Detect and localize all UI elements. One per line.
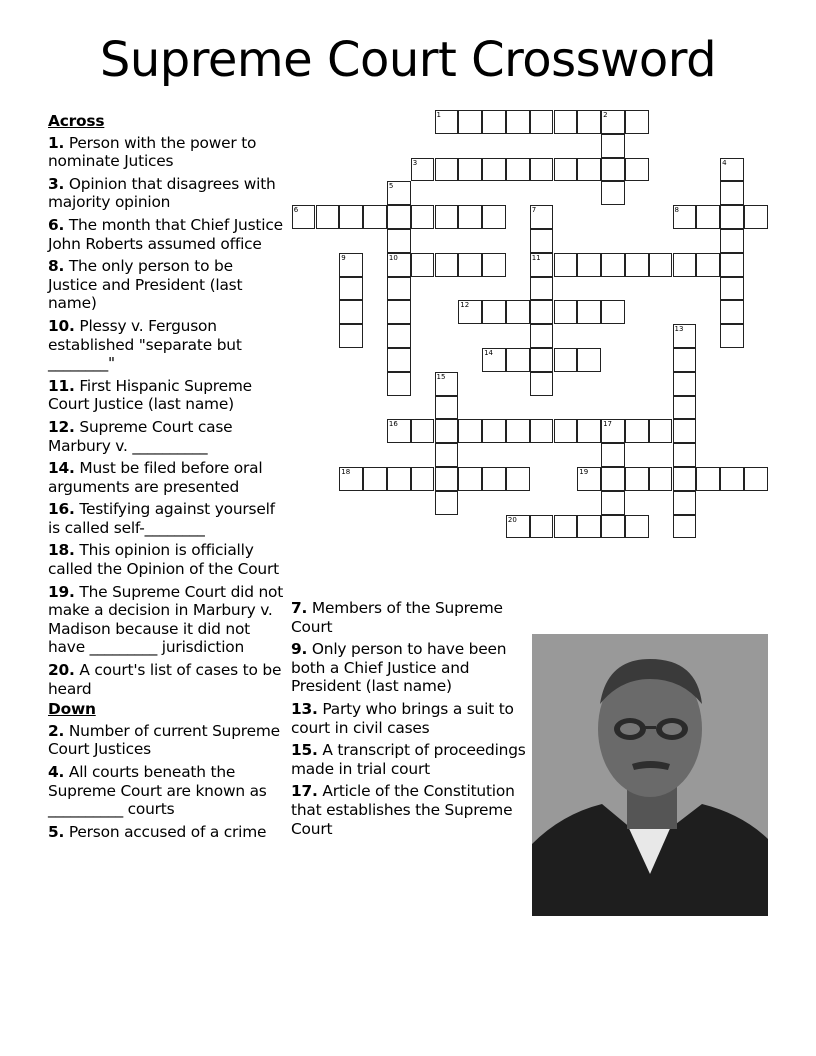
grid-cell[interactable] bbox=[482, 467, 506, 491]
grid-cell[interactable] bbox=[316, 205, 340, 229]
grid-cell[interactable] bbox=[411, 253, 435, 277]
grid-cell[interactable] bbox=[387, 277, 411, 301]
grid-cell[interactable] bbox=[506, 110, 530, 134]
grid-cell[interactable] bbox=[720, 467, 744, 491]
clue-number: 12. bbox=[48, 417, 75, 436]
grid-cell[interactable] bbox=[744, 205, 768, 229]
grid-cell[interactable] bbox=[601, 300, 625, 324]
clue-text: Person with the power to nominate Jutices bbox=[48, 133, 257, 171]
clue-number: 14. bbox=[48, 459, 75, 478]
clue-text: Person accused of a crime bbox=[68, 822, 267, 841]
across-clue bbox=[48, 418, 286, 455]
grid-cell[interactable] bbox=[601, 515, 625, 539]
clue-text: Plessy v. Ferguson established "separate but ________" bbox=[48, 316, 242, 373]
grid-cell[interactable] bbox=[530, 515, 554, 539]
cell-number: 8 bbox=[674, 206, 679, 215]
grid-cell[interactable] bbox=[458, 300, 482, 324]
grid-cell[interactable] bbox=[482, 253, 506, 277]
grid-cell[interactable] bbox=[601, 491, 625, 515]
grid-cell[interactable] bbox=[649, 467, 673, 491]
grid-cell[interactable] bbox=[673, 443, 697, 467]
grid-cell[interactable] bbox=[387, 229, 411, 253]
grid-cell[interactable] bbox=[673, 253, 697, 277]
grid-cell[interactable] bbox=[673, 515, 697, 539]
grid-cell[interactable] bbox=[625, 253, 649, 277]
clue-number: 2. bbox=[48, 721, 65, 740]
grid-cell[interactable] bbox=[577, 158, 601, 182]
across-heading: Across bbox=[48, 112, 105, 130]
grid-cell[interactable] bbox=[530, 300, 554, 324]
grid-cell[interactable] bbox=[482, 300, 506, 324]
clue-number: 3. bbox=[48, 174, 65, 193]
grid-cell[interactable] bbox=[387, 205, 411, 229]
clues-column-right bbox=[291, 599, 526, 842]
cell-number: 2 bbox=[603, 111, 608, 119]
grid-cell[interactable] bbox=[482, 205, 506, 229]
grid-cell[interactable] bbox=[339, 467, 363, 491]
cell-number: 3 bbox=[412, 158, 418, 167]
grid-cell[interactable] bbox=[530, 348, 554, 372]
clue-text: Supreme Court case Marbury v. __________ bbox=[48, 417, 233, 455]
grid-cell[interactable] bbox=[720, 324, 744, 348]
grid-cell[interactable] bbox=[435, 396, 459, 420]
grid-cell[interactable] bbox=[506, 515, 530, 539]
grid-cell[interactable] bbox=[577, 348, 601, 372]
down-clue-list-continued bbox=[291, 599, 526, 838]
grid-cell[interactable] bbox=[554, 348, 578, 372]
cell-number: 10 bbox=[388, 253, 398, 262]
cell-number: 13 bbox=[674, 325, 684, 334]
grid-cell[interactable] bbox=[673, 419, 697, 443]
grid-cell[interactable] bbox=[411, 205, 435, 229]
grid-cell[interactable] bbox=[530, 229, 554, 253]
grid-cell[interactable] bbox=[339, 300, 363, 324]
grid-cell[interactable] bbox=[435, 443, 459, 467]
down-clue bbox=[291, 640, 526, 696]
grid-cell[interactable] bbox=[554, 515, 578, 539]
grid-cell[interactable] bbox=[435, 467, 459, 491]
grid-cell[interactable] bbox=[292, 205, 316, 229]
grid-cell[interactable] bbox=[506, 300, 530, 324]
cell-number: 18 bbox=[341, 468, 351, 476]
grid-cell[interactable] bbox=[554, 110, 578, 134]
grid-cell[interactable] bbox=[363, 467, 387, 491]
down-clue bbox=[291, 782, 526, 838]
grid-cell[interactable] bbox=[720, 205, 744, 229]
cell-number: 20 bbox=[507, 515, 517, 524]
grid-cell[interactable] bbox=[720, 300, 744, 324]
across-clue-list bbox=[48, 134, 286, 699]
grid-cell[interactable] bbox=[530, 110, 554, 134]
grid-cell[interactable] bbox=[673, 205, 697, 229]
clue-number: 4. bbox=[48, 763, 65, 781]
grid-cell[interactable] bbox=[530, 372, 554, 396]
grid-cell[interactable] bbox=[720, 158, 744, 182]
clue-text: Members of the Supreme Court bbox=[291, 599, 503, 636]
grid-cell[interactable] bbox=[744, 467, 768, 491]
grid-cell[interactable] bbox=[411, 419, 435, 443]
grid-cell[interactable] bbox=[673, 372, 697, 396]
grid-cell[interactable] bbox=[435, 158, 459, 182]
grid-cell[interactable] bbox=[387, 467, 411, 491]
grid-cell[interactable] bbox=[530, 324, 554, 348]
down-clue bbox=[291, 741, 526, 778]
clue-text: Only person to have been both a Chief Justice and President (last name) bbox=[291, 640, 507, 696]
clue-number: 8. bbox=[48, 257, 65, 276]
across-clue bbox=[48, 175, 286, 212]
grid-cell[interactable] bbox=[577, 110, 601, 134]
grid-cell[interactable] bbox=[387, 348, 411, 372]
grid-cell[interactable] bbox=[458, 205, 482, 229]
across-clue bbox=[48, 583, 286, 657]
cell-number: 17 bbox=[603, 420, 613, 429]
clue-text: The month that Chief Justice John Roberts assumed office bbox=[48, 215, 283, 253]
clue-number: 1. bbox=[48, 133, 65, 152]
clue-number: 16. bbox=[48, 500, 75, 519]
cell-number: 19 bbox=[579, 468, 589, 476]
clue-text: Party who brings a suit to court in civil cases bbox=[291, 699, 514, 737]
grid-cell[interactable] bbox=[387, 419, 411, 443]
down-clue-list bbox=[48, 722, 286, 842]
clue-text: Article of the Constitution that establishes the Supreme Court bbox=[291, 782, 515, 838]
grid-cell[interactable] bbox=[387, 253, 411, 277]
down-heading: Down bbox=[48, 700, 96, 719]
across-clue bbox=[48, 459, 286, 496]
across-clue bbox=[48, 317, 286, 373]
grid-cell[interactable] bbox=[696, 205, 720, 229]
grid-cell[interactable] bbox=[339, 205, 363, 229]
grid-cell[interactable] bbox=[458, 110, 482, 134]
clue-text: The Supreme Court did not make a decision in Marbury v. Madison because it did not have _________ jurisdiction bbox=[48, 582, 284, 657]
grid-cell[interactable] bbox=[387, 181, 411, 205]
grid-cell[interactable] bbox=[506, 467, 530, 491]
grid-cell[interactable] bbox=[601, 134, 625, 158]
grid-cell[interactable] bbox=[506, 419, 530, 443]
grid-cell[interactable] bbox=[458, 158, 482, 182]
cell-number: 14 bbox=[484, 349, 494, 357]
grid-cell[interactable] bbox=[554, 419, 578, 443]
clue-number: 13. bbox=[291, 699, 318, 718]
grid-cell[interactable] bbox=[506, 158, 530, 182]
across-clue bbox=[48, 257, 286, 313]
across-clue bbox=[48, 661, 286, 698]
clue-number: 9. bbox=[291, 640, 308, 659]
grid-cell[interactable] bbox=[601, 253, 625, 277]
cell-number: 7 bbox=[531, 206, 537, 215]
across-clue bbox=[48, 500, 286, 537]
grid-cell[interactable] bbox=[720, 181, 744, 205]
grid-cell[interactable] bbox=[625, 110, 649, 134]
grid-cell[interactable] bbox=[601, 467, 625, 491]
grid-cell[interactable] bbox=[458, 467, 482, 491]
grid-cell[interactable] bbox=[435, 419, 459, 443]
clue-text: All courts beneath the Supreme Court are known as __________ courts bbox=[48, 763, 267, 819]
grid-cell[interactable] bbox=[435, 110, 459, 134]
grid-cell[interactable] bbox=[601, 110, 625, 134]
cell-number: 1 bbox=[436, 111, 441, 119]
grid-cell[interactable] bbox=[435, 491, 459, 515]
grid-cell[interactable] bbox=[720, 277, 744, 301]
clue-number: 6. bbox=[48, 215, 65, 234]
grid-cell[interactable] bbox=[673, 396, 697, 420]
grid-cell[interactable] bbox=[720, 229, 744, 253]
cell-number: 4 bbox=[722, 158, 727, 167]
grid-cell[interactable] bbox=[649, 253, 673, 277]
clue-text: The only person to be Justice and President (last name) bbox=[48, 257, 243, 313]
cell-number: 5 bbox=[388, 182, 394, 191]
grid-cell[interactable] bbox=[625, 515, 649, 539]
grid-cell[interactable] bbox=[530, 419, 554, 443]
clue-number: 17. bbox=[291, 782, 318, 801]
grid-cell[interactable] bbox=[411, 158, 435, 182]
grid-cell[interactable] bbox=[482, 158, 506, 182]
grid-cell[interactable] bbox=[387, 372, 411, 396]
grid-cell[interactable] bbox=[625, 158, 649, 182]
cell-number: 9 bbox=[341, 253, 346, 262]
grid-cell[interactable] bbox=[339, 253, 363, 277]
grid-cell[interactable] bbox=[506, 348, 530, 372]
down-clue bbox=[291, 700, 526, 737]
grid-cell[interactable] bbox=[673, 348, 697, 372]
grid-cell[interactable] bbox=[435, 372, 459, 396]
grid-cell[interactable] bbox=[530, 253, 554, 277]
cell-number: 12 bbox=[460, 301, 470, 310]
grid-cell[interactable] bbox=[720, 253, 744, 277]
clues-column-left bbox=[48, 112, 286, 845]
grid-cell[interactable] bbox=[673, 324, 697, 348]
grid-cell[interactable] bbox=[601, 181, 625, 205]
grid-cell[interactable] bbox=[482, 110, 506, 134]
grid-cell[interactable] bbox=[363, 205, 387, 229]
grid-cell[interactable] bbox=[625, 467, 649, 491]
grid-cell[interactable] bbox=[554, 158, 578, 182]
down-clue bbox=[48, 722, 286, 759]
cell-number: 6 bbox=[293, 206, 299, 215]
clue-number: 20. bbox=[48, 661, 75, 680]
down-clue bbox=[48, 763, 286, 819]
grid-cell[interactable] bbox=[411, 467, 435, 491]
clue-text: First Hispanic Supreme Court Justice (last name) bbox=[48, 376, 252, 414]
grid-cell[interactable] bbox=[601, 158, 625, 182]
clue-number: 11. bbox=[48, 376, 75, 395]
grid-cell[interactable] bbox=[601, 443, 625, 467]
page-title: Supreme Court Crossword bbox=[99, 32, 717, 88]
grid-cell[interactable] bbox=[554, 253, 578, 277]
across-clue bbox=[48, 134, 286, 171]
grid-cell[interactable] bbox=[649, 419, 673, 443]
grid-cell[interactable] bbox=[339, 277, 363, 301]
clue-number: 5. bbox=[48, 822, 65, 841]
grid-cell[interactable] bbox=[458, 419, 482, 443]
grid-cell[interactable] bbox=[601, 419, 625, 443]
grid-cell[interactable] bbox=[435, 205, 459, 229]
grid-cell[interactable] bbox=[387, 300, 411, 324]
grid-cell[interactable] bbox=[577, 300, 601, 324]
justice-portrait-photo bbox=[532, 634, 768, 916]
clue-text: This opinion is officially called the Opinion of the Court bbox=[48, 541, 279, 579]
grid-cell[interactable] bbox=[530, 205, 554, 229]
grid-cell[interactable] bbox=[577, 419, 601, 443]
grid-cell[interactable] bbox=[554, 300, 578, 324]
cell-number: 11 bbox=[531, 253, 541, 262]
clue-text: Testifying against yourself is called self-________ bbox=[48, 500, 275, 537]
grid-cell[interactable] bbox=[625, 419, 649, 443]
clue-text: Opinion that disagrees with majority opinion bbox=[48, 174, 276, 212]
clue-number: 18. bbox=[48, 541, 75, 560]
grid-cell[interactable] bbox=[673, 467, 697, 491]
across-clue bbox=[48, 377, 286, 414]
clue-text: Must be filed before oral arguments are presented bbox=[48, 459, 263, 496]
down-clue bbox=[48, 823, 286, 842]
clue-text: Number of current Supreme Court Justices bbox=[48, 721, 280, 759]
grid-cell[interactable] bbox=[530, 158, 554, 182]
grid-cell[interactable] bbox=[577, 515, 601, 539]
grid-cell[interactable] bbox=[696, 467, 720, 491]
grid-cell[interactable] bbox=[339, 324, 363, 348]
grid-cell[interactable] bbox=[435, 253, 459, 277]
grid-cell[interactable] bbox=[577, 467, 601, 491]
clue-text: A court's list of cases to be heard bbox=[48, 661, 282, 698]
grid-cell[interactable] bbox=[577, 253, 601, 277]
across-clue bbox=[48, 216, 286, 253]
clue-number: 15. bbox=[291, 741, 318, 760]
clue-number: 19. bbox=[48, 582, 75, 601]
across-clue bbox=[48, 541, 286, 578]
grid-cell[interactable] bbox=[482, 419, 506, 443]
clue-number: 10. bbox=[48, 316, 75, 335]
grid-cell[interactable] bbox=[530, 277, 554, 301]
grid-cell[interactable] bbox=[673, 491, 697, 515]
grid-cell[interactable] bbox=[482, 348, 506, 372]
cell-number: 16 bbox=[388, 420, 398, 429]
clue-number: 7. bbox=[291, 599, 308, 617]
grid-cell[interactable] bbox=[387, 324, 411, 348]
down-clue bbox=[291, 599, 526, 636]
cell-number: 15 bbox=[436, 372, 446, 381]
clue-text: A transcript of proceedings made in trial court bbox=[291, 741, 526, 778]
grid-cell[interactable] bbox=[696, 253, 720, 277]
grid-cell[interactable] bbox=[458, 253, 482, 277]
